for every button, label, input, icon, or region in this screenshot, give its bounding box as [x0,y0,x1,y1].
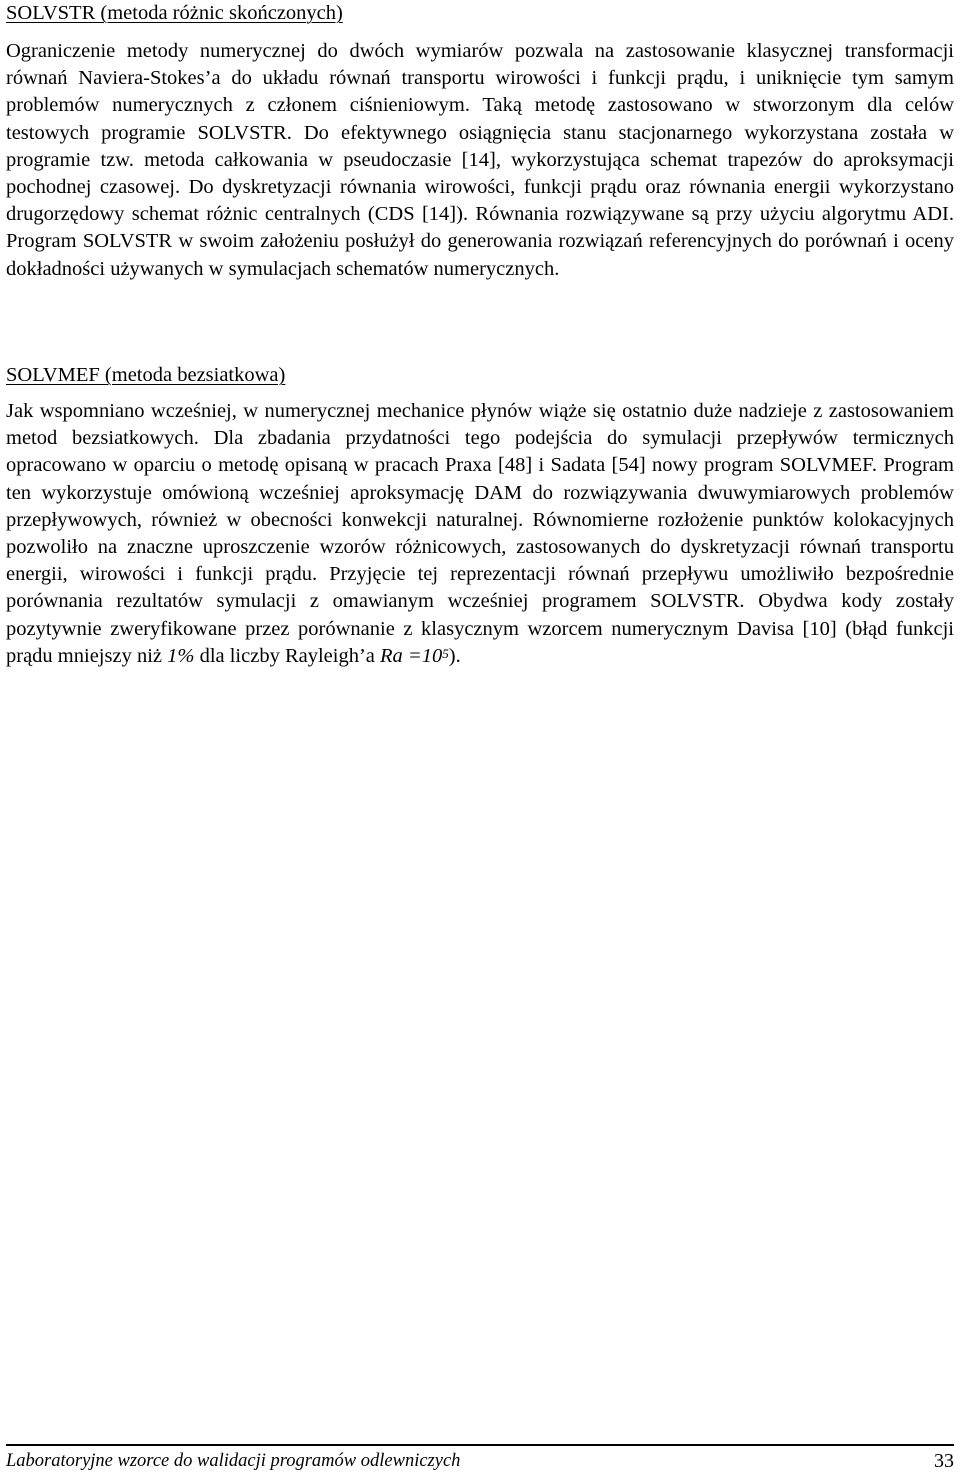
rayleigh-number-symbol [380,645,449,667]
ra-exponent: 5 [442,645,449,661]
ra-symbol: Ra [380,644,403,667]
paragraph-solvmef-main-text: Jak wspomniano wcześniej, w numerycznej mechanice płynów wiąże się ostatnio duże nadzieje z zastosowaniem metod bezsiatkowych. Dla zbadania przydatności tego podejścia do symulacji przepływów termicznych opracowano w oparciu o metodę opisaną w pracach Praxa [48] i Sadata [54] nowy program SOLVMEF. Program ten wykorzystuje omówioną wcześniej aproksymację DAM do rozwiązywania dwuwymiarowych problemów przepływowych, również w obecności konwekcji naturalnej. Równomierne rozłożenie punktów kolokacyjnych pozwoliło na znaczne uproszczenie wzorów różnicowych, zastosowanych do dyskretyzacji równań transportu energii, wirowości i funkcji prądu. Przyjęcie tej reprezentacji równań przepływu umożliwiło bezpośrednie porównania rezultatów symulacji z omawianym wcześniej programem SOLVSTR. Obydwa kody zostały pozytywnie zweryfikowane przez porównanie z klasycznym wzorcem numerycznym Davisa [10] (błąd funkcji prądu mniejszy niż [6,400,954,667]
section-heading-solvstr: SOLVSTR (metoda różnic skończonych) [6,2,343,24]
ra-equals: =10 [402,644,443,667]
paragraph-solvstr: Ograniczenie metody numerycznej do dwóch wymiarów pozwala na zastosowanie klasycznej transformacji równań Naviera-Stokes’a do układu równań transportu wirowości i funkcji prądu, i uniknięcie tym samym problemów numerycznych z członem ciśnieniowym. Taką metodę zastosowano w stworzonym dla celów testowych programie SOLVSTR. Do efektywnego osiągnięcia stanu stacjonarnego wykorzystana została w programie tzw. metoda całkowania w pseudoczasie [14], wykorzystująca schemat trapezów do aproksymacji pochodnej czasowej. Do dyskretyzacji równania wirowości, funkcji prądu oraz równania energii wykorzystano drugorzędowy schemat różnic centralnych (CDS [14]). Równania rozwiązywane są przy użyciu algorytmu ADI. Program SOLVSTR w swoim założeniu posłużył do generowania rozwiązań referencyjnych do porównań i oceny dokładności używanych w symulacjach schematów numerycznych. [6,40,954,280]
page-number: 33 [934,1450,954,1472]
paragraph-solvmef [6,398,954,670]
paragraph-solvmef-mid-text: dla liczby Rayleigh’a [194,644,381,667]
document-page [6,0,954,1474]
section-heading-solvmef: SOLVMEF (metoda bezsiatkowa) [6,364,286,386]
paragraph-solvmef-closing: ). [448,644,461,667]
error-value: 1% [167,644,195,667]
footer-title: Laboratoryjne wzorce do walidacji programów odlewniczych [6,1451,461,1471]
footer-rule [6,1444,954,1446]
